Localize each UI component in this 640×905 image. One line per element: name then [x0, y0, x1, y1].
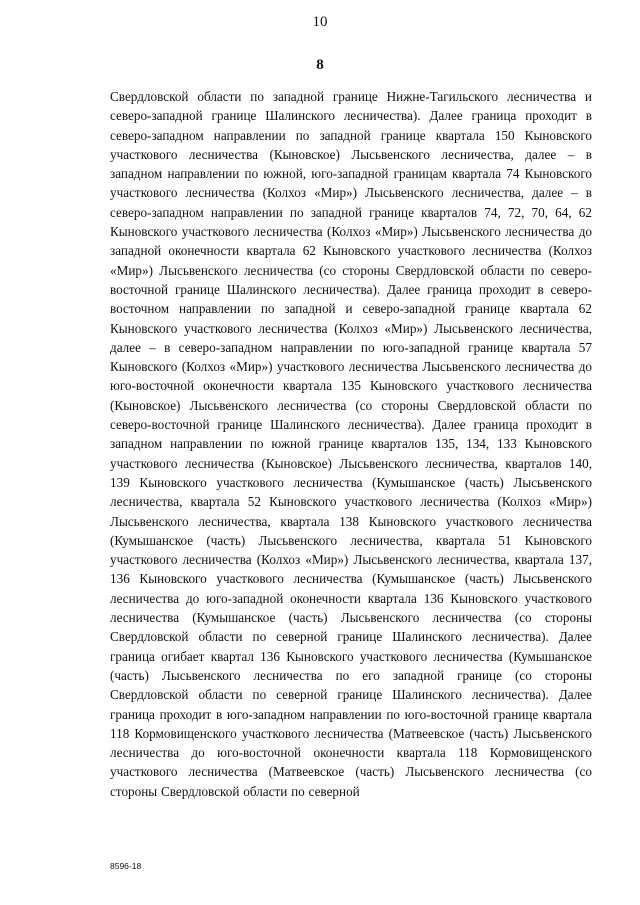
page-number-inner: 8 [316, 57, 324, 73]
body-paragraph: Свердловской области по западной границе Нижне-Тагильского лесничества и северо-западной границе Шалинского лесничества). Далее граница проходит в северо-западном направлении по западной границе квартала 150 Кыновского участкового лесничества (Кыновское) Лысьвенского лесничества, далее – в западном направлении по южной, юго-западной границам квартала 74 Кыновского участкового лесничества (Колхоз «Мир») Лысьвенского лесничества, далее – в северо-западном направлении по западной границе кварталов 74, 72, 70, 64, 62 Кыновского участкового лесничества (Колхоз «Мир») Лысьвенского лесничества до западной оконечности квартала 62 Кыновского участкового лесничества (Колхоз «Мир») Лысьвенского лесничества (со стороны Свердловской области по северо-восточной границе Шалинского лесничества). Далее граница проходит в северо-восточном направлении по западной и северо-западной границе квартала 62 Кыновского участкового лесничества (Колхоз «Мир») Лысьвенского лесничества, далее – в северо-западном направлении по юго-западной границе квартала 57 Кыновского (Колхоз «Мир») участкового лесничества Лысьвенского лесничества до юго-восточной оконечности квартала 135 Кыновского участкового лесничества (Кыновское) Лысьвенского лесничества (со стороны Свердловской области по северо-восточной границе Шалинского лесничества). Далее граница проходит в западном направлении по южной границе кварталов 135, 134, 133 Кыновского участкового лесничества (Кыновское) Лысьвенского лесничества, кварталов 140, 139 Кыновского участкового лесничества (Кумышанское (часть) Лысьвенского лесничества, квартала 52 Кыновского участкового лесничества (Колхоз «Мир») Лысьвенского лесничества, квартала 138 Кыновского участкового лесничества (Кумышанское (часть) Лысьвенского лесничества, квартала 51 Кыновского участкового лесничества (Колхоз «Мир») Лысьвенского лесничества, квартала 137, 136 Кыновского участкового лесничества (Кумышанское (часть) Лысьвенского лесничества до юго-западной оконечности квартала 136 Кыновского участкового лесничества (Кумышанское (часть) Лысьвенского лесничества (со стороны Свердловской области по северной границе Шалинского лесничества). Далее граница огибает квартал 136 Кыновского участкового лесничества (Кумышанское (часть) Лысьвенского лесничества по его западной границе (со стороны Свердловской области по северной границе Шалинского лесничества). Далее граница проходит в юго-западном направлении по юго-восточной границе квартала 118 Кормовищенского участкового лесничества (Матвеевское (часть) Лысьвенского лесничества до юго-восточной оконечности квартала 118 Кормовищенского участкового лесничества (Матвеевское (часть) Лысьвенского лесничества (со стороны Свердловской области по северной [110, 89, 592, 799]
document-code: 8596-18 [110, 861, 142, 871]
page-number-top: 10 [312, 14, 328, 30]
